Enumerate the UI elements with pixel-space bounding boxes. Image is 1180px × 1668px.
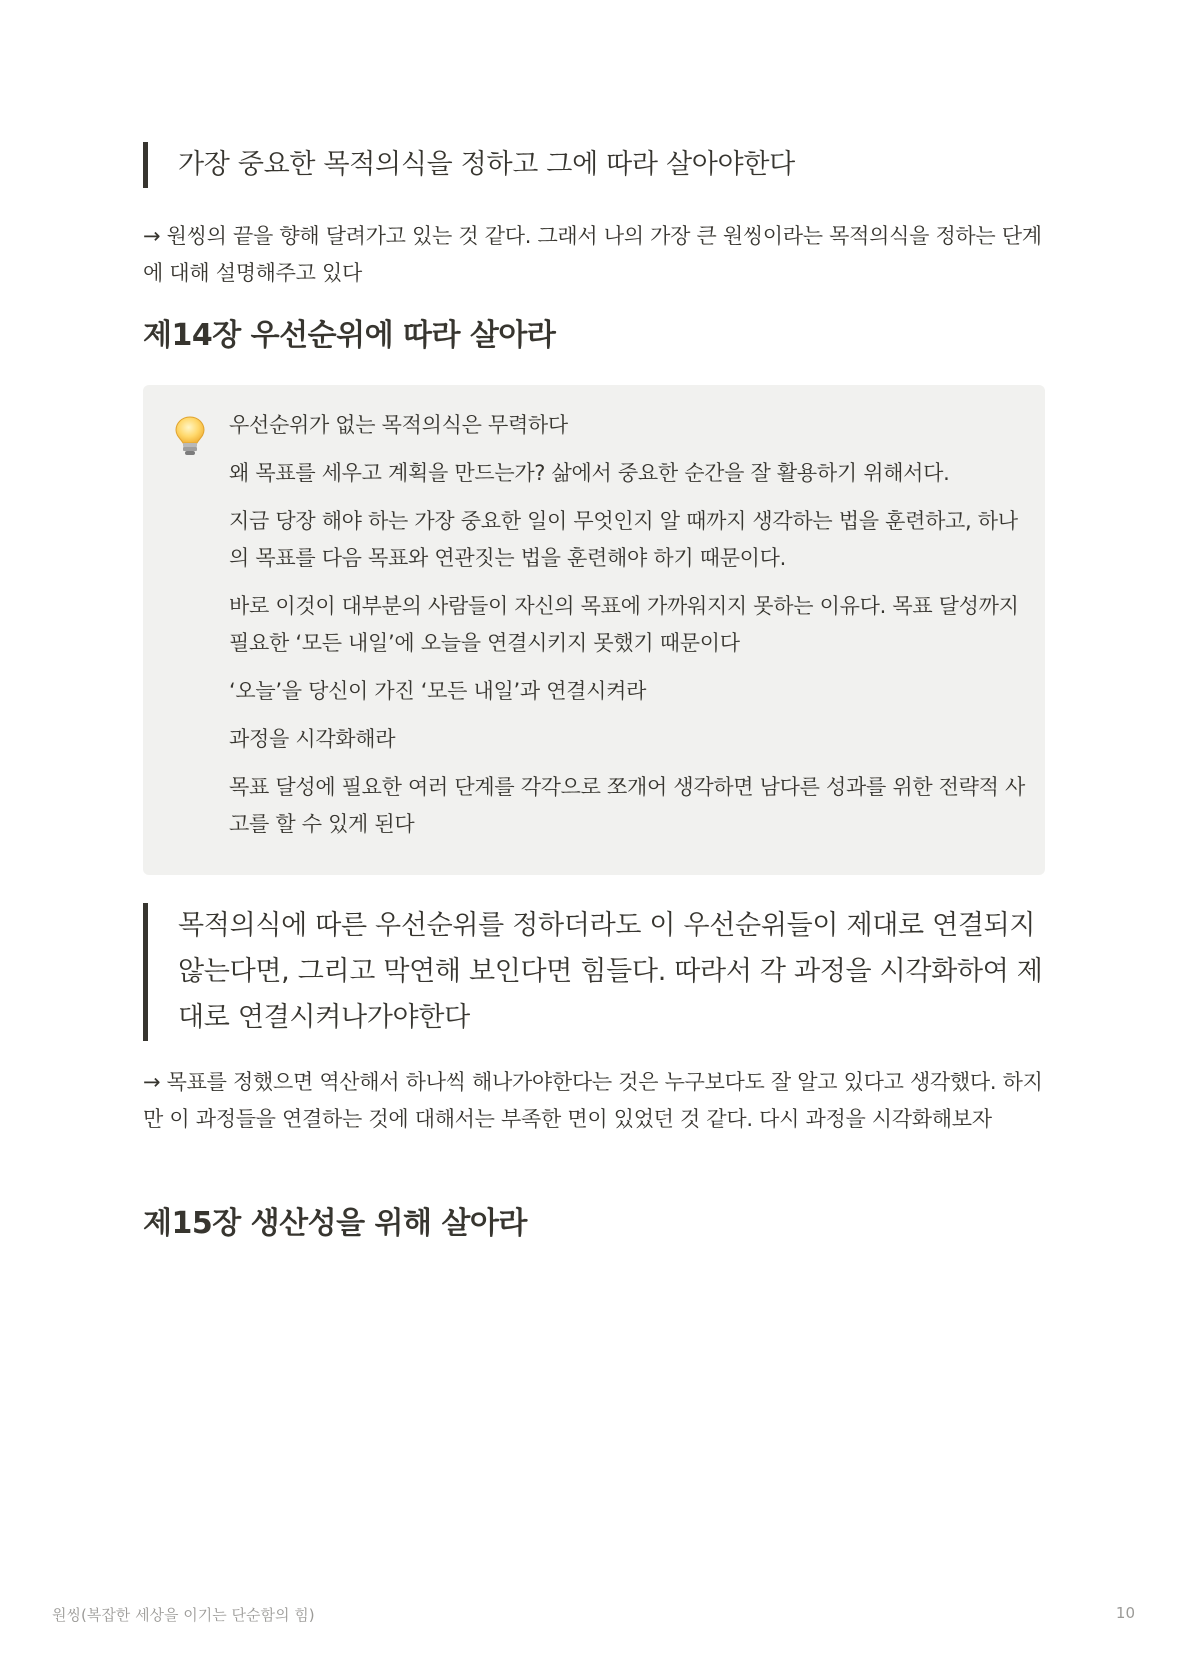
chapter-15-heading: 제15장 생산성을 위해 살아라	[143, 1206, 527, 1241]
quote-block-priority: 목적의식에 따른 우선순위를 정하더라도 이 우선순위들이 제대로 연결되지 않는다면, 그리고 막연해 보인다면 힘들다. 따라서 각 과정을 시각화하여 제대로 연결시켜나가야한다	[143, 903, 1058, 1041]
callout-line: ‘오늘’을 당신이 가진 ‘모든 내일’과 연결시켜라	[229, 679, 647, 703]
reflection-paragraph-1: → 원씽의 끝을 향해 달려가고 있는 것 같다. 그래서 나의 가장 큰 원씽이라는 목적의식을 정하는 단계에 대해 설명해주고 있다	[143, 224, 1042, 285]
callout-line: 우선순위가 없는 목적의식은 무력하다	[229, 413, 568, 437]
callout-line: 왜 목표를 세우고 계획을 만드는가? 삶에서 중요한 순간을 잘 활용하기 위해서다.	[229, 461, 950, 485]
callout-text	[229, 407, 1029, 854]
chapter-14-heading: 제14장 우선순위에 따라 살아라	[143, 318, 556, 353]
quote-block-purpose: 가장 중요한 목적의식을 정하고 그에 따라 살아야한다	[143, 142, 1058, 188]
callout-line: 목표 달성에 필요한 여러 단계를 각각으로 쪼개어 생각하면 남다른 성과를 위한 전략적 사고를 할 수 있게 된다	[229, 775, 1025, 836]
callout-line: 과정을 시각화해라	[229, 727, 396, 751]
footer-book-title: 원씽(복잡한 세상을 이기는 단순함의 힘)	[52, 1606, 315, 1624]
callout-line: 지금 당장 해야 하는 가장 중요한 일이 무엇인지 알 때까지 생각하는 법을 훈련하고, 하나의 목표를 다음 목표와 연관짓는 법을 훈련해야 하기 때문이다.	[229, 509, 1018, 570]
footer-page-number: 10	[1115, 1604, 1135, 1622]
reflection-paragraph-2: → 목표를 정했으면 역산해서 하나씩 해나가야한다는 것은 누구보다도 잘 알고 있다고 생각했다. 하지만 이 과정들을 연결하는 것에 대해서는 부족한 면이 있었던 것 같다. 다시 과정을 시각화해보자	[143, 1070, 1043, 1131]
lightbulb-icon	[173, 415, 207, 459]
callout-line: 바로 이것이 대부분의 사람들이 자신의 목표에 가까워지지 못하는 이유다. 목표 달성까지 필요한 ‘모든 내일’에 오늘을 연결시키지 못했기 때문이다	[229, 594, 1019, 655]
callout-box	[143, 385, 1045, 875]
